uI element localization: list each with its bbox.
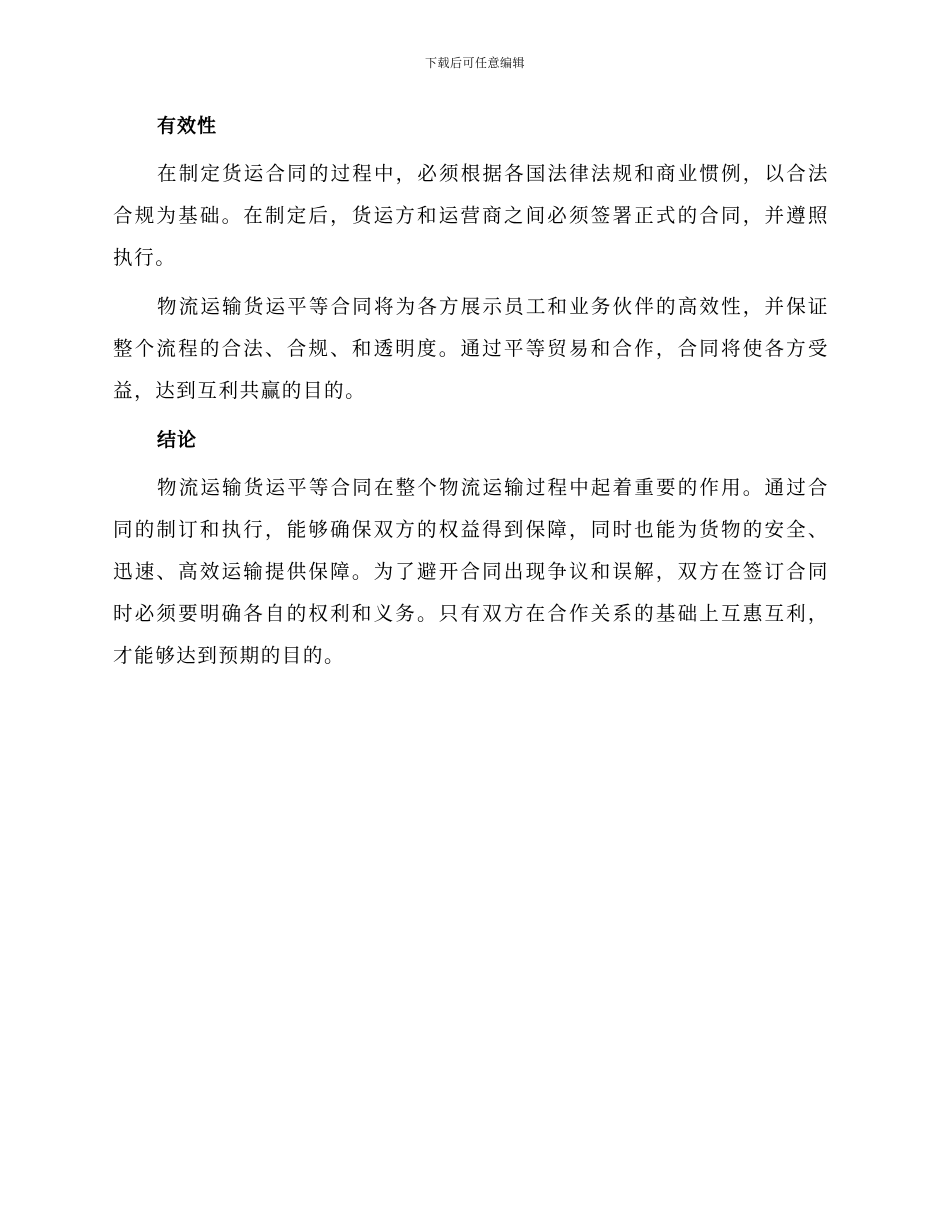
section-conclusion	[113, 424, 829, 677]
paragraph: 物流运输货运平等合同在整个物流运输过程中起着重要的作用。通过合同的制订和执行，能够确保双方的权益得到保障，同时也能为货物的安全、迅速、高效运输提供保障。为了避开合同出现争议和误解，双方在签订合同时必须要明确各自的权利和义务。只有双方在合作关系的基础上互惠互利，才能够达到预期的目的。	[113, 476, 829, 667]
section-heading: 结论	[157, 429, 198, 451]
section-heading: 有效性	[157, 115, 218, 137]
paragraph: 在制定货运合同的过程中，必须根据各国法律法规和商业惯例，以合法合规为基础。在制定后，货运方和运营商之间必须签署正式的合同，并遵照执行。	[113, 162, 829, 269]
document-body	[113, 110, 829, 684]
section-validity	[113, 110, 829, 412]
page-header-note: 下载后可任意编辑	[424, 56, 525, 70]
paragraph: 物流运输货运平等合同将为各方展示员工和业务伙伴的高效性，并保证整个流程的合法、合规、和透明度。通过平等贸易和合作，合同将使各方受益，达到互利共赢的目的。	[113, 295, 829, 402]
